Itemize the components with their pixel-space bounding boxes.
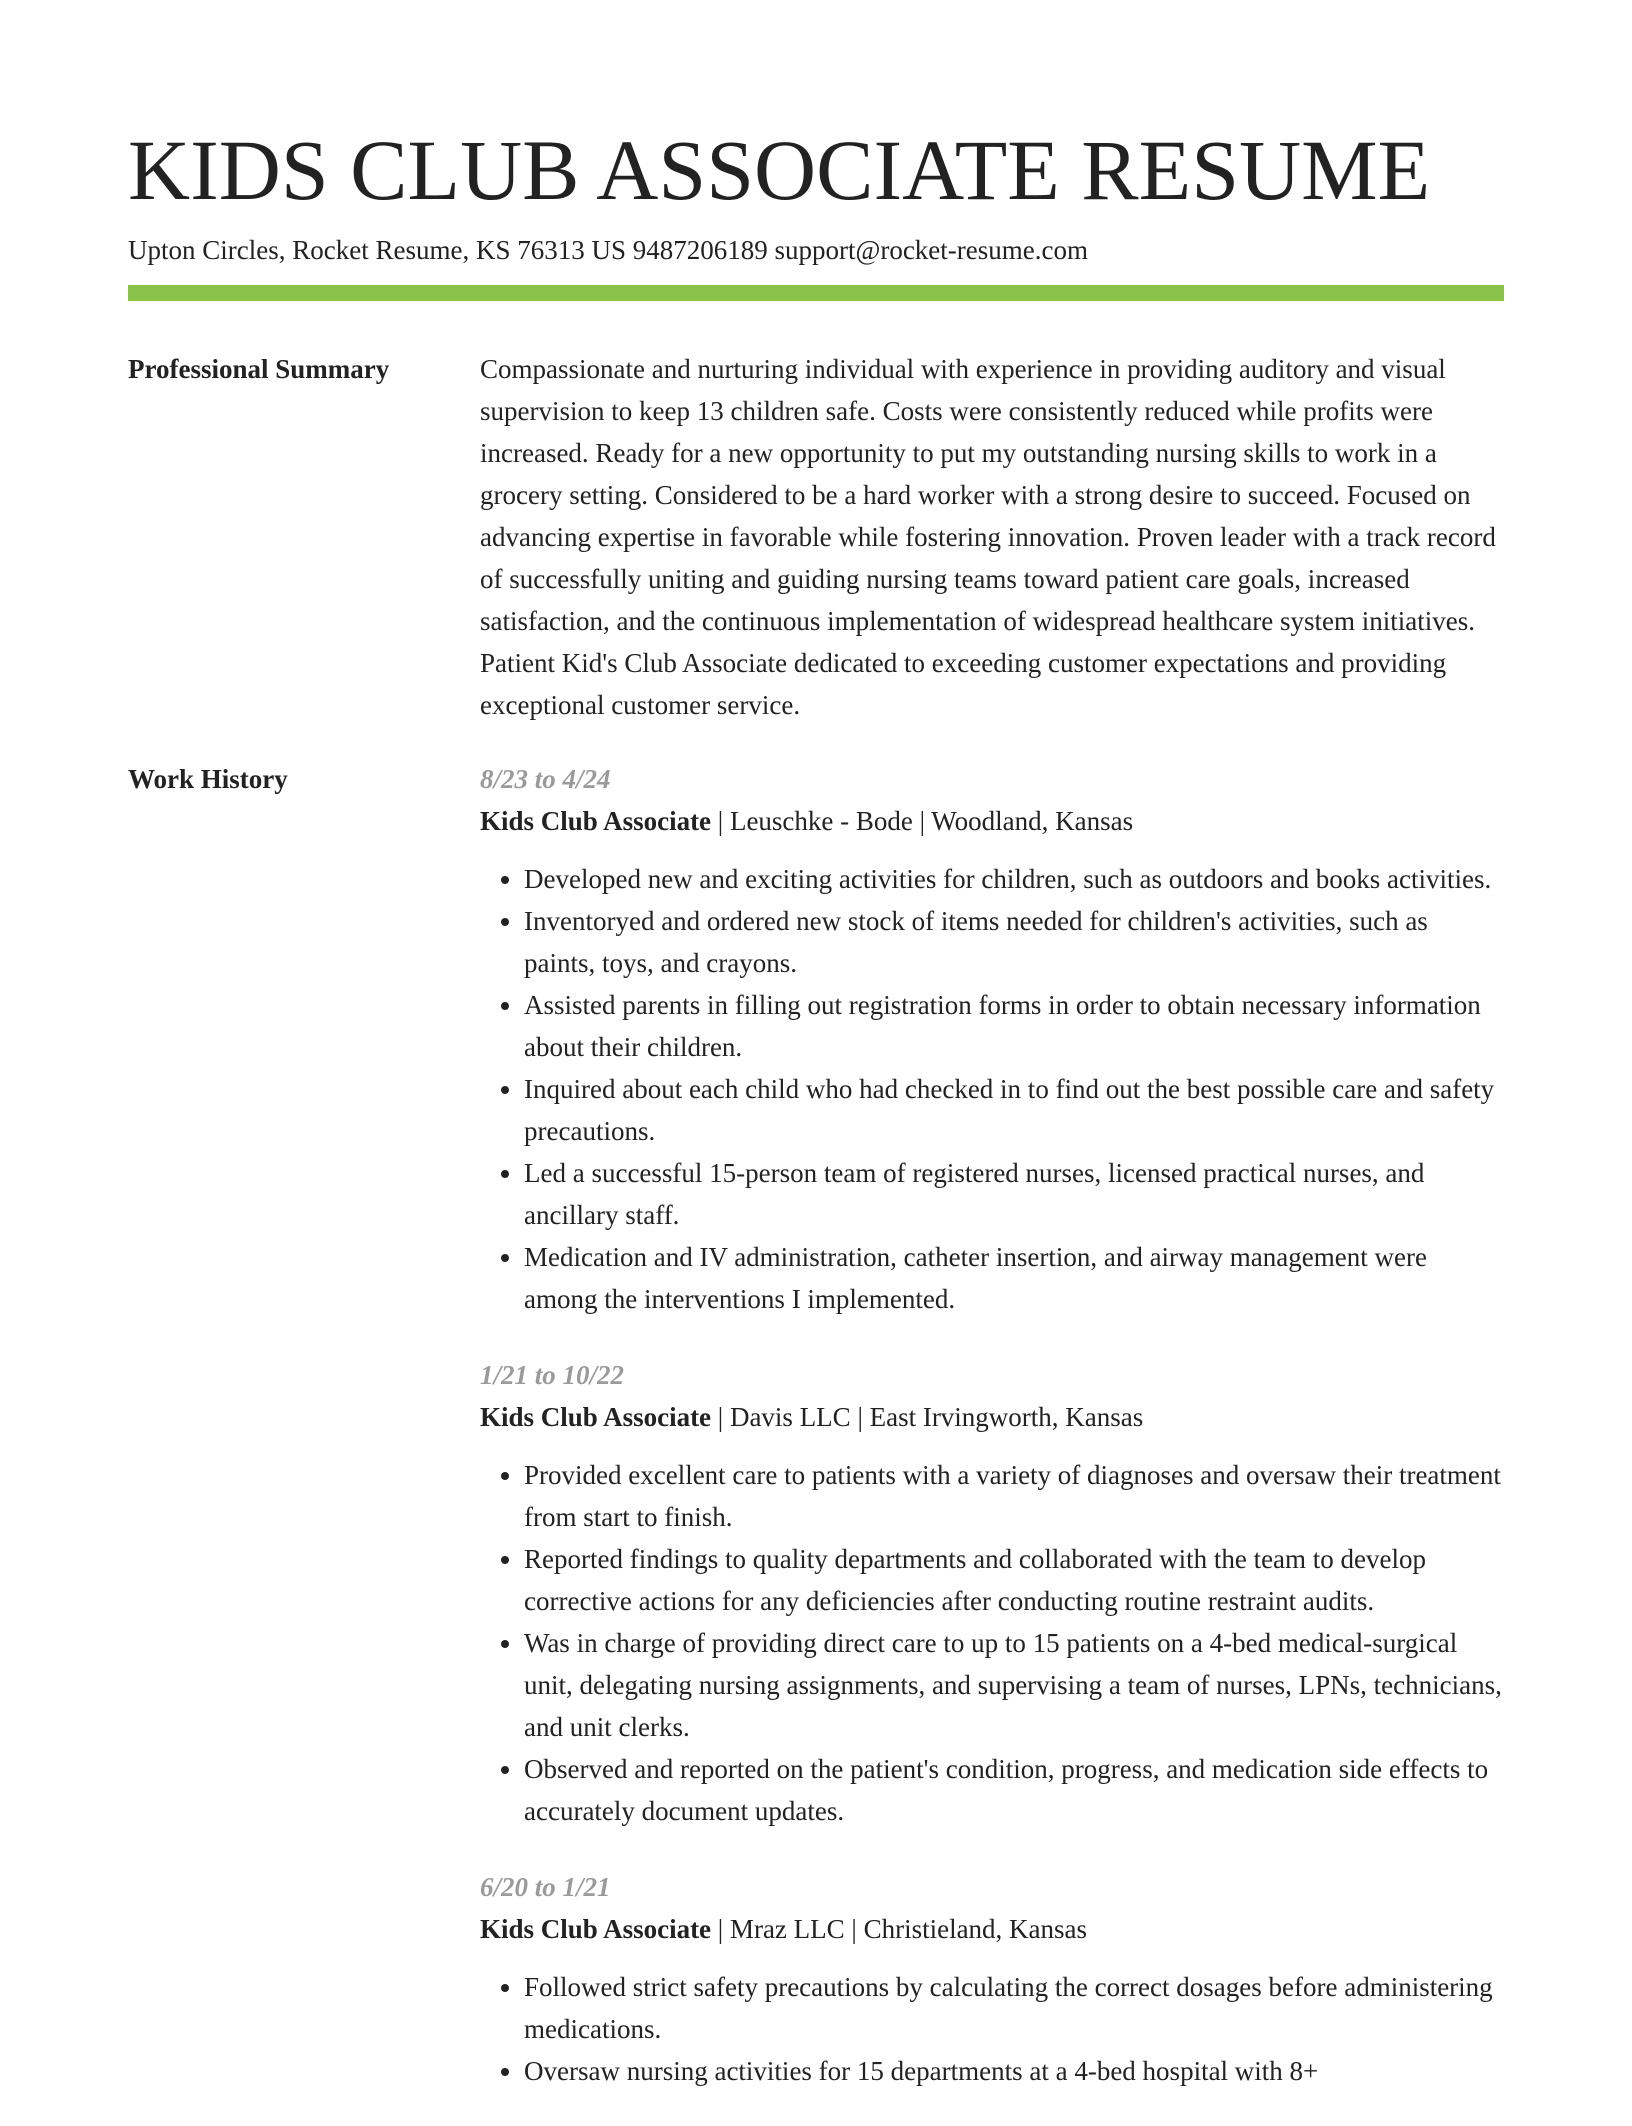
job-bullet: • Reported findings to quality departments and collaborated with the team to develop corrective actions for any deficiencies after conducting routine restraint audits. xyxy=(524,1538,1504,1622)
job-entry xyxy=(480,1354,1504,1832)
job-dates: 8/23 to 4/24 xyxy=(480,764,611,794)
job-heading xyxy=(480,800,1504,842)
job-details: | Mraz LLC | Christieland, Kansas xyxy=(711,1914,1088,1944)
job-bullet-list xyxy=(480,1454,1504,1832)
job-bullet: • Led a successful 15-person team of registered nurses, licensed practical nurses, and ancillary staff. xyxy=(524,1152,1504,1236)
job-bullet: • Was in charge of providing direct care to up to 15 patients on a 4-bed medical-surgical unit, delegating nursing assignments, and supervising a team of nurses, LPNs, technicians, and unit clerks. xyxy=(524,1622,1504,1748)
section-label-work-history: Work History xyxy=(128,764,288,794)
job-bullet: • Oversaw nursing activities for 15 departments at a 4-bed hospital with 8+ xyxy=(524,2050,1504,2092)
resume-title: KIDS CLUB ASSOCIATE RESUME xyxy=(128,122,1431,218)
job-dates: 1/21 to 10/22 xyxy=(480,1360,625,1390)
professional-summary-text: Compassionate and nurturing individual with experience in providing auditory and visual supervision to keep 13 children safe. Costs were consistently reduced while profits were increased. Ready for a new opportunity to put my outstanding nursing skills to work in a grocery setting. Considered to be a hard worker with a strong desire to succeed. Focused on advancing expertise in favorable while fostering innovation. Proven leader with a track record of successfully uniting and guiding nursing teams toward patient care goals, increased satisfaction, and the continuous implementation of widespread healthcare system initiatives. Patient Kid's Club Associate dedicated to exceeding customer expectations and providing exceptional customer service. xyxy=(480,354,1496,720)
job-title: Kids Club Associate xyxy=(480,1914,712,1944)
job-bullet: • Assisted parents in filling out registration forms in order to obtain necessary information about their children. xyxy=(524,984,1504,1068)
job-bullet: • Inventoryed and ordered new stock of items needed for children's activities, such as paints, toys, and crayons. xyxy=(524,900,1504,984)
job-entry xyxy=(480,1866,1504,2092)
header-divider xyxy=(128,285,1504,301)
job-bullet: • Medication and IV administration, catheter insertion, and airway management were among the interventions I implemented. xyxy=(524,1236,1504,1320)
job-details: | Davis LLC | East Irvingworth, Kansas xyxy=(711,1402,1144,1432)
job-bullet: • Developed new and exciting activities for children, such as outdoors and books activities. xyxy=(524,858,1504,900)
job-bullet-list xyxy=(480,1966,1504,2092)
job-title: Kids Club Associate xyxy=(480,806,712,836)
job-entry xyxy=(480,758,1504,1320)
job-dates: 6/20 to 1/21 xyxy=(480,1872,611,1902)
job-bullet: • Inquired about each child who had checked in to find out the best possible care and safety precautions. xyxy=(524,1068,1504,1152)
job-details: | Leuschke - Bode | Woodland, Kansas xyxy=(711,806,1134,836)
job-heading xyxy=(480,1908,1504,1950)
job-bullet-list xyxy=(480,858,1504,1320)
contact-line: Upton Circles, Rocket Resume, KS 76313 US 9487206189 support@rocket-resume.com xyxy=(128,235,1088,265)
job-bullet: • Provided excellent care to patients with a variety of diagnoses and oversaw their treatment from start to finish. xyxy=(524,1454,1504,1538)
job-heading xyxy=(480,1396,1504,1438)
professional-summary-body xyxy=(480,348,1504,726)
job-bullet: • Observed and reported on the patient's condition, progress, and medication side effects to accurately document updates. xyxy=(524,1748,1504,1832)
section-label-professional-summary: Professional Summary xyxy=(128,354,390,384)
job-bullet: • Followed strict safety precautions by calculating the correct dosages before administering medications. xyxy=(524,1966,1504,2050)
work-history-body xyxy=(480,758,1504,2126)
job-title: Kids Club Associate xyxy=(480,1402,712,1432)
